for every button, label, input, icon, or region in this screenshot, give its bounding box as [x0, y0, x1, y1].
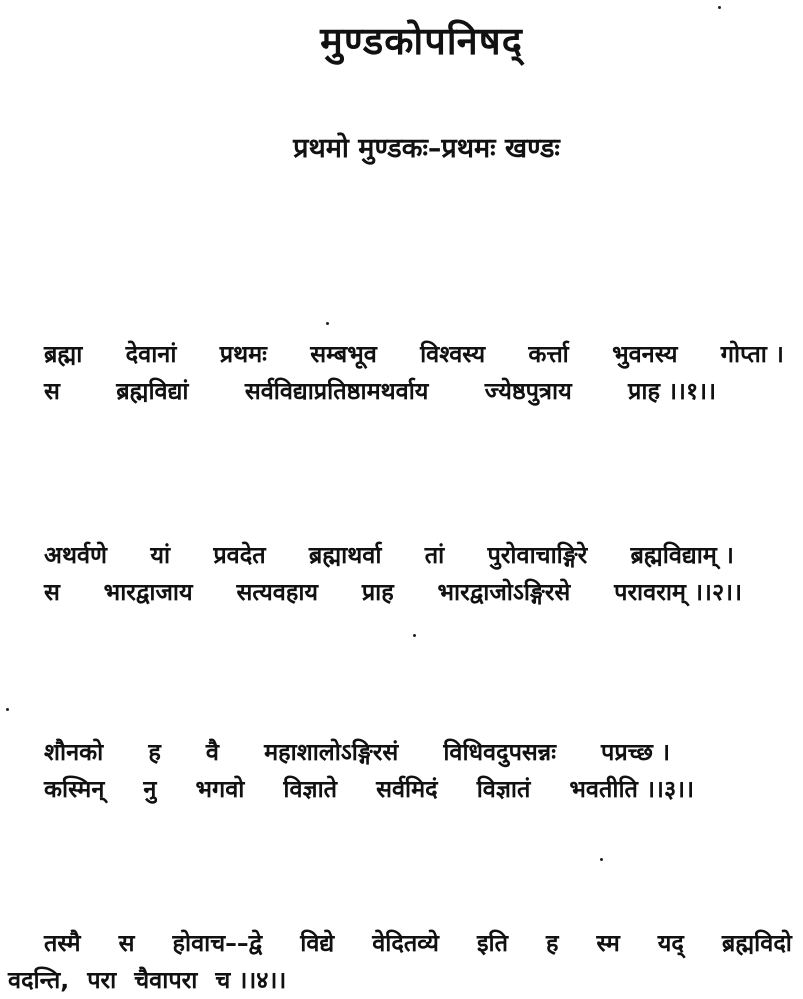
word: कर्त्ता: [528, 340, 569, 368]
word: प्रवदेत: [213, 541, 266, 569]
print-speck: [326, 322, 329, 325]
word: महाशालोऽङ्गिरसं: [264, 738, 399, 766]
word: भारद्वाजाय: [103, 578, 193, 606]
page-title: मुण्डकोपनिषद्: [320, 19, 523, 63]
word: विधिवदुपसन्नः: [443, 738, 556, 766]
word: भारद्वाजोऽङ्गिरसे: [437, 578, 571, 606]
verse-3-line-2: [44, 771, 694, 808]
word: नु: [143, 775, 157, 803]
word: यां: [150, 541, 171, 569]
word: वै: [205, 738, 219, 766]
word: तस्मै: [44, 929, 81, 957]
word: परा: [87, 966, 117, 994]
word: वदन्ति,: [8, 966, 70, 994]
word: प्राह: [361, 578, 394, 606]
word: गोप्ता ।: [720, 340, 784, 368]
word: पप्रच्छ ।: [601, 738, 670, 766]
verse-4: [8, 925, 792, 999]
word: वेदितव्ये: [372, 929, 439, 957]
word: ह: [546, 929, 559, 957]
word: ब्रह्मविद्याम् ।: [630, 541, 734, 569]
word: परावराम् ।।२।।: [614, 578, 742, 606]
word: अथर्वणे: [44, 541, 108, 569]
verse-1-line-2: [44, 373, 716, 410]
verse-2-line-2: [44, 574, 742, 611]
word: ह: [148, 738, 161, 766]
word: तां: [424, 541, 445, 569]
section-heading: प्रथमो मुण्डकः–प्रथमः खण्डः: [293, 133, 560, 164]
word: विज्ञातं: [476, 775, 531, 803]
word: कस्मिन्: [44, 775, 105, 803]
word: च ।।४।।: [215, 966, 287, 994]
word: ज्येष्ठपुत्राय: [484, 377, 572, 405]
word: प्रथमः: [219, 340, 267, 368]
word: ब्रह्मविद्यां: [116, 377, 189, 405]
word: विज्ञाते: [283, 775, 338, 803]
word: भुवनस्य: [612, 340, 678, 368]
word: शौनको: [44, 738, 104, 766]
verse-3: [44, 734, 784, 808]
word: स्म: [596, 929, 620, 957]
verse-1-line-1: [44, 336, 784, 373]
word: भवतीति ।।३।।: [569, 775, 694, 803]
word: स: [44, 578, 60, 606]
word: ब्रह्मविदो: [721, 929, 792, 957]
word: प्राह ।।१।।: [628, 377, 716, 405]
verse-2: [44, 537, 784, 611]
word: स: [118, 929, 135, 957]
word: सत्यवहाय: [236, 578, 319, 606]
word: होवाच––द्वे: [172, 929, 263, 957]
word: सर्वमिदं: [376, 775, 438, 803]
verse-4-line-1: [44, 925, 792, 962]
verse-3-line-1: [44, 734, 670, 771]
verse-1: [44, 336, 784, 410]
word: स: [44, 377, 60, 405]
word: भगवो: [195, 775, 245, 803]
word: विश्वस्य: [420, 340, 486, 368]
word: देवानां: [125, 340, 177, 368]
verse-4-line-2: [8, 962, 784, 999]
word: विद्ये: [300, 929, 335, 957]
word: पुरोवाचाङ्गिरे: [487, 541, 588, 569]
word: सर्वविद्याप्रतिष्ठामथर्वाय: [244, 377, 429, 405]
word: इति: [476, 929, 508, 957]
word: ब्रह्मा: [44, 340, 83, 368]
print-speck: [600, 858, 603, 861]
word: सम्बभूव: [310, 340, 377, 368]
word: यद्: [657, 929, 684, 957]
print-speck: [413, 634, 416, 637]
print-speck: [6, 708, 9, 711]
word: ब्रह्माथर्वा: [308, 541, 382, 569]
verse-2-line-1: [44, 537, 734, 574]
word: चैवापरा: [134, 966, 198, 994]
print-speck: [718, 6, 721, 9]
